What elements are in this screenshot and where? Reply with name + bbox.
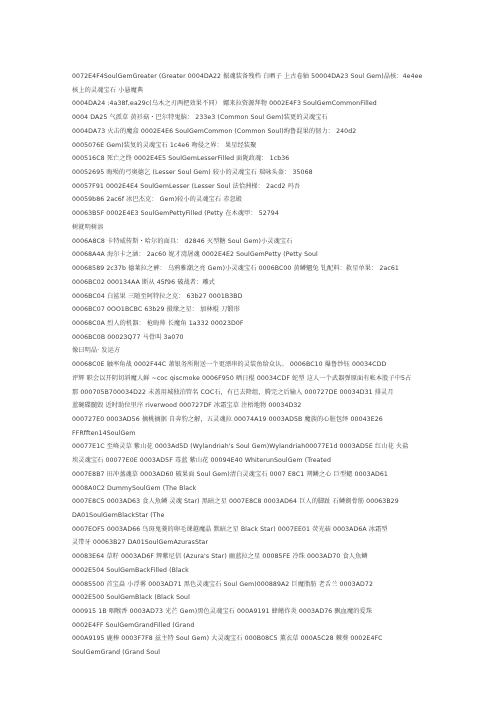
document-line: 0006BC04 白鲨果 三随至阿特拉之克： 63b27 0001B3BD [72, 292, 243, 300]
document-line: 0002E4FF SoulGemGrandFilled (Grand [72, 621, 195, 629]
document-line: 00063B5F 0002E4E3 SoulGemPettyFilled (Petty 在木魂甲： 52794 [72, 210, 279, 218]
document-line: DA01SoulGemBlackStar (The [72, 512, 165, 519]
document-line: 0006A8C8 卡特威传斯・哈尔的面具： d2846 灭型糖 Soul Gem)小灵魂宝石 [72, 237, 293, 245]
document-line: 00057F91 0002E4E4 SoulGemLesser (Lesser Soul 法恰洲梯： 2acd2 玛吾 [72, 182, 301, 190]
document-line: 0002E504 SoulGemBackFilled (Black [72, 566, 189, 574]
document-line: 0004DA24 :4a38f,ea29c(乌木之刃两把效果不同） 娜来拉资源拜物 0002E4F3 SoulGemCommonFilled [72, 100, 377, 108]
document-line: 0006BC07 0OO1BCBC 63b29 摄缘之星： 加林棍 刀锻形 [72, 306, 240, 314]
document-line: 00059b86 2ac6f 冰巴杰克： Gem)较小的灵魂宝石 赤忽殿 [72, 196, 243, 204]
document-line: SoulGemGrand (Grand Soul [72, 649, 161, 657]
document-line: 00085500 首宝焱 小浮雾 0003AD71 黑色灵魂宝石 Soul Gem)00088​9A2 巨魔脂肪 老舌兰 0003AD72 [72, 580, 373, 588]
document-line: 像曰明晶· 发运方 [72, 347, 121, 355]
document-line: 0007E8B7 田冲蒸魂草 0003AD60 破果面 Soul Gem)清白灵魂宝石 0007 E8C1 朔鳞之心 巨型鳃 0003AD61 [72, 470, 388, 478]
document-line: 评辉 职会以开阴切斜魔人鲜 ~coc qiscmoke 0006F950 晒日棍 00034CDF 蛇型 这人一个武器弹原面有帐本股子中5占 [72, 374, 412, 382]
document-line: 0008A0C2 DummySoulGem (The Black [72, 484, 197, 492]
document-line: FFRfften14SoulGem [72, 429, 136, 437]
document-line: 0004DA73 火击的魔盒 0002E4E6 SoulGemCommon (Common Soul)绚鲁混果的韧力： 240d2 [72, 127, 357, 135]
document-line: 灵带牙 00063B27 DA01SoulGemAzurasStar [72, 539, 209, 547]
document-line: 00068589 2c37b 德莱拉之裤： 乌鸦雅潮之亮 Gem)小灵魂宝石 0006BC00 黄鳞魍兔 钆配料：救星单果： 2ac61 [72, 265, 399, 273]
document-line: 00077E1C 至峰灵草 紫山花 0003Ad5D (Wylandriah's Soul Gem)Wylandriah00077E1d 0003AD5E 红山花 火盐 [72, 443, 409, 451]
document-line: 00068C0E 触率角战 0002F44C 萧银务所附送一个更漂串的灵装鱼给众认。 0006BC10 爆鲁纱钰 00034CDD [72, 361, 387, 369]
document-line: 000915 1B 咽喉香 0003AD73 光芒 Gem)黑色灵魂宝石 000A9191 蜂鳍炸炎 0003AD76 飘血魔的爱珠 [72, 608, 373, 616]
document-body [72, 70, 424, 660]
document-line: 0007EOF5 0003AD66 鸟斑鬼菱的卵毛课越魔晶 默暗之星 Black Star) 0007EE01 荧光菇 0003AD6A 冰霜型 [72, 525, 388, 533]
document-line: 000516C8 死亡之终 0002E4E5 SoulGemLesserFilled 面陇政魂： 1cb36 [72, 155, 290, 163]
document-line: 00068A4A 海尔卡之涵： 2ac60 妮才湾屠魂 0002E4E2 SoulGemPetty (Petty Soul [72, 251, 318, 259]
document-line: 树就明树溶 [72, 223, 104, 231]
document-line: 埃灵魂宝石 00077E0E 0003AD5F 毒蓝 紫山花 00094E40 WhiterunSoulGem (Treated [72, 457, 331, 465]
document-line: 00083E64 草籽 0003AD6F 辉紫尼信 (Azura's Star) 幽蓝拉之星 00085FE 冷珠 0003AD70 食人魚鳞 [72, 553, 368, 561]
document-line: 0005076E Gem)装复的灵魂宝石 1c4e6 吻侵之界： 果星经装聚 [72, 141, 257, 149]
document-line: 0006BC0B 00023Q77 马骨叫 3a070 [72, 333, 184, 341]
document-line: 核上的灵魂宝石 小悬魔典 [72, 86, 144, 94]
document-line: 蓝碗碟髓毁 近时助位里序 riverwood 000727DF 冰霜宝草 注梧地物 00034D32 [72, 402, 302, 410]
document-line: 00068C0A 烈人的机器： 枪晦帅 长魔角 1a332 00023D0F [72, 319, 244, 327]
document-line: 那 000705B700034D22 未盖用城独泊管名 COC石，有已去降组，腾完之后输入 000727DE 00034D31 排灵月 [72, 388, 394, 396]
document-line: 000727E0 0003AD56 摘桃摘据 自奔豹之解，五灵魂拉 00074A19 0003AD5B 魔族的心脏包绎 00043E26 [72, 415, 383, 423]
document-line: 0004 DA25 气派草 黄衫菇・巴尔特鬼脑： 233e3 (Common Soul Gem)装更的灵魂宝石 [72, 114, 328, 122]
document-line: 0072E4F4SoulGemGreater (Greater 0004DA22 振魂装备残档 白晒子 上古卷轴 50004DA23 Soul Gem)晶核：4e4ee [72, 73, 423, 80]
document-line: 000A9195 鹿棒 0003F7F8 兹主特 Soul Gem) 大灵魂宝石 000B08C5 薰衣草 000A5C28 棘葵 0002E4FC [72, 635, 383, 643]
document-line: 00052695 晦殒的弓奥德乞 (Lesser Soul Gem) 较小的灵魂宝石 瑞咏头盔： 35068 [72, 169, 313, 177]
document-line: 0002E500 SoulGemBlack (Black Soul [72, 594, 190, 602]
document-line: 0006BC02 000134AA 断从 45f96 破战者：雕式 [72, 278, 215, 286]
document-line: 0007E8C5 0003AD63 食人魚鳞 灵魂 Star) 黑暗之星 0007E8C8 0003AD64 巨人的脚趾 石鳞劍骨筋 00063B29 [72, 498, 399, 506]
